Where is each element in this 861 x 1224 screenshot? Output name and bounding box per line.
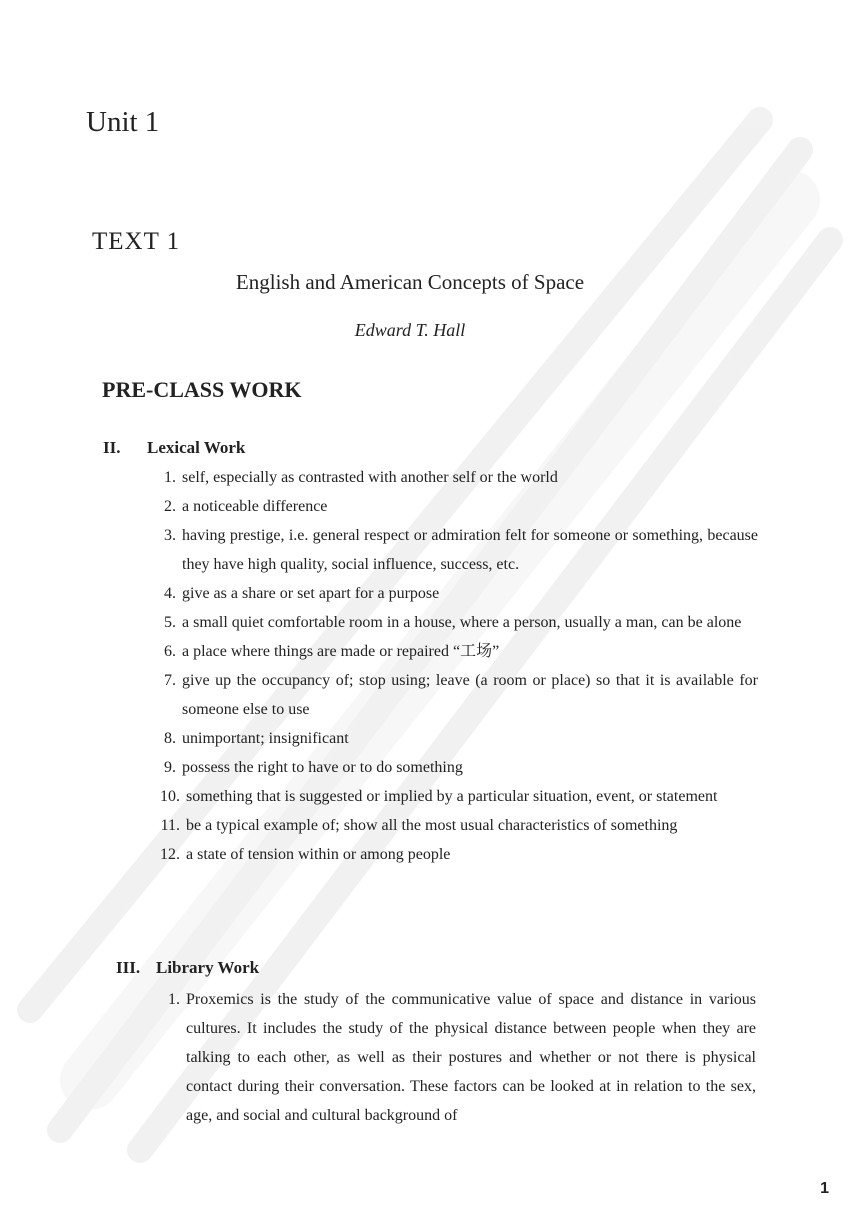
- list-item: 6. a place where things are made or repaired “工场”: [164, 643, 500, 660]
- list-item: 7. give up the occupancy of; stop using; leave (a room or place) so that it is available for someone else to use: [164, 672, 758, 718]
- unit-title: Unit 1: [86, 106, 160, 138]
- list-item: 1. Proxemics is the study of the communicative value of space and distance in various cultures. It includes the study of the physical distance between people when they are talking to each other, as well as their postures and whether or not there is physical contact during their conversation. These factors can be looked at in relation to the sex, age, and social and cultural background of: [168, 991, 756, 1124]
- list-item: 9. possess the right to have or to do something: [164, 759, 463, 776]
- list-item: 1. self, especially as contrasted with another self or the world: [164, 469, 558, 486]
- library-work-heading: [116, 958, 259, 978]
- lexical-work-list: [148, 463, 758, 869]
- list-item: 5. a small quiet comfortable room in a house, where a person, usually a man, can be alone: [164, 614, 742, 631]
- page-number: 1: [820, 1180, 829, 1197]
- article-author: Edward T. Hall: [354, 320, 466, 340]
- article-title: English and American Concepts of Space: [235, 270, 585, 294]
- list-item: 10. something that is suggested or implied by a particular situation, event, or statement: [160, 788, 718, 805]
- library-work-list: [152, 985, 756, 1130]
- list-item: 12. a state of tension within or among people: [160, 846, 451, 863]
- list-item: 2. a noticeable difference: [164, 498, 328, 515]
- text-heading: TEXT 1: [92, 228, 181, 255]
- list-item: 3. having prestige, i.e. general respect or admiration felt for someone or something, because they have high quality, social influence, success, etc.: [164, 527, 758, 573]
- list-item: 4. give as a share or set apart for a purpose: [164, 585, 440, 602]
- section-heading: PRE-CLASS WORK: [102, 377, 302, 402]
- list-item: 11. be a typical example of; show all the most usual characteristics of something: [160, 817, 678, 834]
- library-work-title: Library Work: [156, 958, 260, 977]
- lexical-work-heading: [103, 438, 245, 458]
- library-work-numeral: III.: [116, 958, 141, 977]
- lexical-work-title: Lexical Work: [147, 438, 246, 457]
- list-item: 8. unimportant; insignificant: [164, 730, 349, 747]
- lexical-work-numeral: II.: [103, 438, 121, 457]
